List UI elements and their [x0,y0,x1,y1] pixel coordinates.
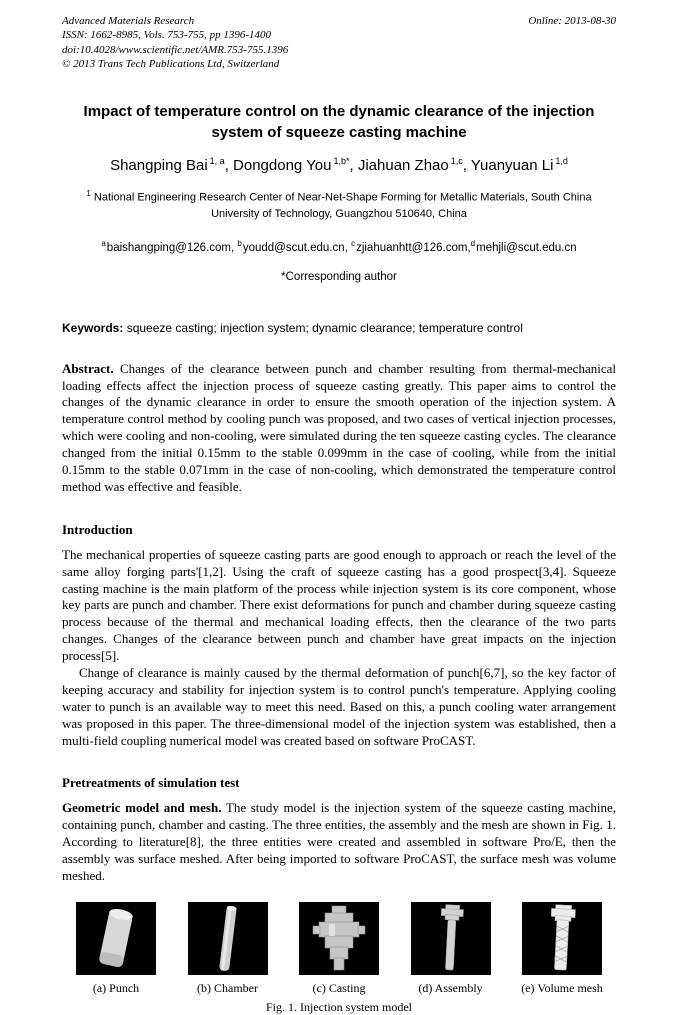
volume-mesh-render-image [522,902,602,975]
abstract [62,361,616,496]
journal-name: Advanced Materials Research [62,15,195,27]
affiliation: $^1$ National Engineering Research Center of Near-Net-Shape Forming for Metallic Materials, South China University of Technology, Guangzhou 510640, China [86,189,592,221]
author: Dongdong You $^{1,b*}$, [233,156,358,175]
paper-title: Impact of temperature control on the dynamic clearance of the injection system of squeeze casting machine [83,103,595,142]
casting-render-image [299,902,379,975]
author-list [62,156,616,174]
panel-label: (c) Casting [312,980,366,995]
casting-shape-icon [299,902,379,975]
volume-mesh-icon [522,902,602,975]
assembly-render-image [411,902,491,975]
author-affil-mark: 1,c [450,156,463,167]
email: $^b$youdd@scut.edu.cn, [237,238,352,254]
chamber-tube-icon [188,902,268,975]
figure-panel-chamber [188,902,268,996]
pretreatments-paragraph [62,800,616,884]
online-date: Online: 2013-08-30 [528,15,616,27]
email: $^d$mehjli@scut.edu.cn [470,238,577,254]
author: Jiahuan Zhao $^{1,c}$, [357,156,471,175]
author: Shangping Bai $^{1, a}$, [110,156,234,175]
figure-panels [62,902,616,996]
figure-panel-volume-mesh [522,902,602,996]
figure-1 [62,902,616,1015]
corresponding-author-note: *Corresponding author [281,270,397,283]
author-affil-mark: 1, a [209,156,225,167]
punch-cylinder-icon [76,902,156,975]
section-heading-pretreatments: Pretreatments of simulation test [62,775,240,791]
keywords-line [62,321,616,335]
email: $^c$zjiahuanhtt@126.com, [351,238,471,254]
figure-panel-casting [299,902,379,996]
paragraph-lead: Geometric model and mesh. [62,800,222,816]
section-heading-introduction: Introduction [62,521,133,537]
intro-paragraph-1: The mechanical properties of squeeze casting parts are good enough to approach or reach the level of the same alloy forging parts'[1,2]. Using the craft of squeeze casting has a good prospect[3,4]. Squeeze casting machine is the main platform of the process while injection system is its core component, whose key parts are punch and chamber. There exist deformations for punch and chamber during squeeze casting process because of the thermal and mechanical loading effects, then the clearance of the two parts changes. Changes of the clearance between punch and chamber have great impacts on the injection process[5]. [62,546,616,664]
panel-label: (a) Punch [92,980,140,995]
figure-panel-punch [76,902,156,996]
figure-panel-assembly [411,902,491,996]
keywords-label: Keywords: [62,320,124,335]
abstract-text: Changes of the clearance between punch and chamber resulting from thermal-mechanical loading effects affect the injection process of squeeze casting greatly. This paper aims to control the changes of the dynamic clearance in order to ensure the smooth operation of the injection system. A temperature control method by cooling punch was proposed, and two cases of vertical injection processes, which were cooling and non-cooling, were simulated during the ten squeeze casting cycles. The clearance changed from the initial 0.15mm to the stable 0.099mm in the case of cooling, while from the initial 0.15mm to the stable 0.071mm in the case of non-cooling, which demonstrated the temperature control method was effective and feasible. [62,360,616,494]
intro-paragraph-2: Change of clearance is mainly caused by the thermal deformation of punch[6,7], so the key factor of keeping accuracy and stability for injection system is to control punch's temperature. Applying cooling water to punch is an available way to meet this need. Based on this, a punch cooling water arrangement was proposed in this paper. The three-dimensional model of the injection system was established, then a multi-field coupling numerical model was created based on software ProCAST. [62,665,616,748]
paragraph-text: The study model is the injection system of the squeeze casting machine, containing punch, chamber and casting. The three entities, the assembly and the mesh are shown in Fig. 1. According to literature[8], the three entities were created and assembled in software Pro/E, then the assembly was surface meshed. After being imported to software ProCAST, the surface mesh was volume meshed. [62,800,616,884]
author-affil-mark: 1,d [555,156,568,167]
doi-line: doi:10.4028/www.scientific.net/AMR.753-755.1396 [62,43,289,56]
email: $^a$baishangping@126.com, [101,238,238,254]
author-emails [62,239,616,254]
punch-render-image [76,902,156,975]
author: Yuanyuan Li $^{1,d}$ [470,156,568,175]
copyright-line: © 2013 Trans Tech Publications Ltd, Switzerland [62,57,280,70]
assembly-model-icon [411,902,491,975]
panel-label: (b) Chamber [197,980,258,995]
chamber-render-image [188,902,268,975]
keywords-text: squeeze casting; injection system; dynamic clearance; temperature control [126,320,523,335]
figure-caption: Fig. 1. Injection system model [266,999,412,1014]
author-affil-mark: 1,b* [333,156,350,167]
journal-header [62,14,616,71]
panel-label: (d) Assembly [418,980,483,995]
affiliation-mark: 1 [86,189,91,199]
abstract-label: Abstract. [62,360,114,376]
issn-line: ISSN: 1662-8985, Vols. 753-755, pp 1396-1400 [62,29,271,42]
panel-label: (e) Volume mesh [521,980,603,995]
